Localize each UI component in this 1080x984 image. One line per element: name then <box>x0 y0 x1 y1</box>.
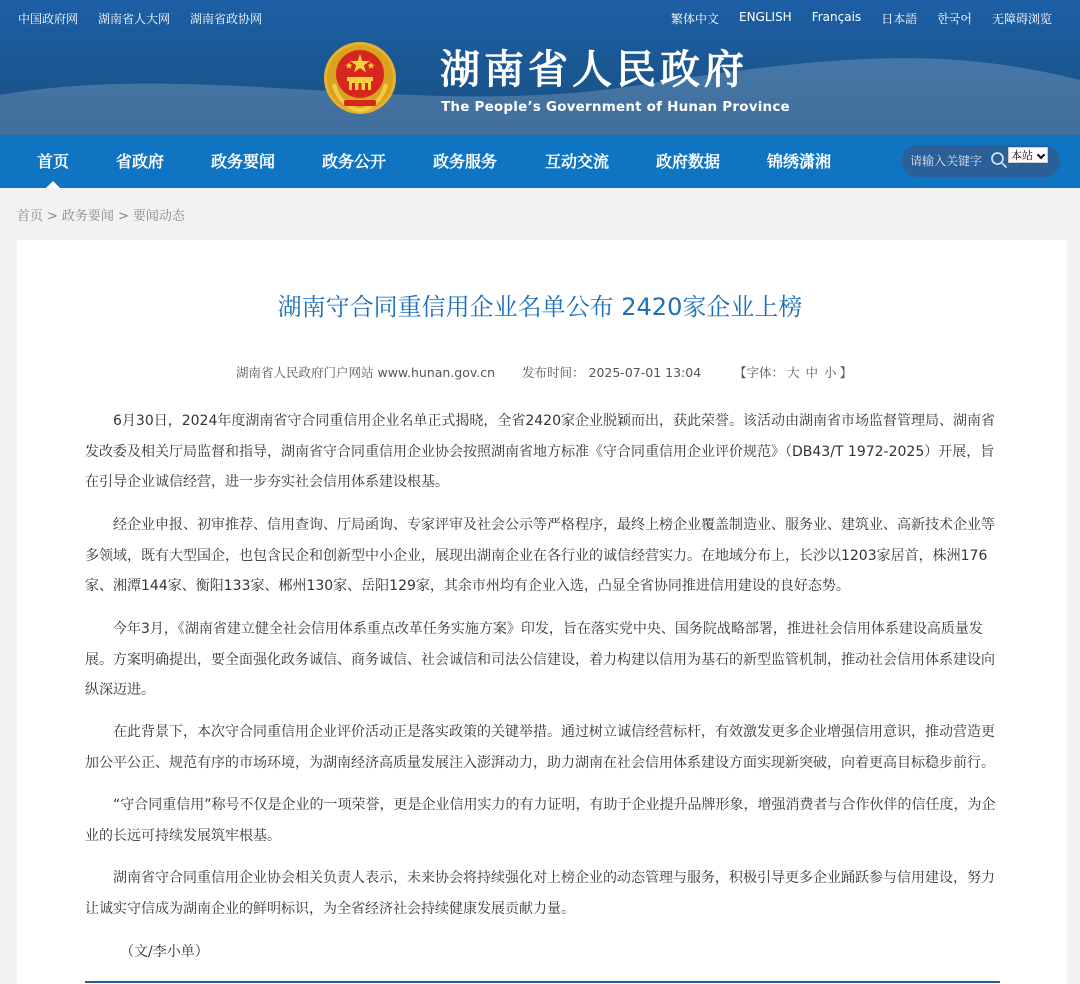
top-link-npc[interactable]: 湖南省人大网 <box>98 12 171 26</box>
national-emblem-icon[interactable] <box>322 40 398 116</box>
lang-korean[interactable]: 한국어 <box>937 12 972 26</box>
top-links <box>18 10 262 27</box>
search-scope-select[interactable] <box>1008 147 1048 163</box>
site-header <box>0 0 1080 135</box>
search-icon[interactable] <box>990 151 1008 169</box>
article-bottom-divider <box>85 981 1000 983</box>
lang-traditional-chinese[interactable]: 繁体中文 <box>670 12 719 26</box>
search-input[interactable] <box>910 151 998 171</box>
publish-label: 发布时间： <box>522 365 585 380</box>
accessibility-link[interactable]: 无障碍浏览 <box>991 12 1052 26</box>
article-author: （文/李小单） <box>120 944 209 960</box>
publish-time-value: 2025-07-01 13:04 <box>588 365 702 380</box>
article-paragraph: 今年3月，《湖南省建立健全社会信用体系重点改革任务实施方案》印发，旨在落实党中央、国务院战略部署，推进社会信用体系建设高质量发展。方案明确提出，要全面强化政务诚信、商务诚信、社会诚信和司法公信建设，着力构建以信用为基石的新型监管机制，推动社会信用体系建设向纵深迈进。 <box>85 621 995 698</box>
lang-japanese[interactable]: 日本語 <box>881 12 918 26</box>
article-publish-time <box>522 363 701 381</box>
breadcrumb-separator: > <box>117 209 129 224</box>
nav-item-gov-data[interactable]: 政府数据 <box>656 152 721 171</box>
top-link-gov[interactable]: 中国政府网 <box>18 12 79 26</box>
site-subtitle: The People’s Government of Hunan Province <box>441 99 790 115</box>
breadcrumb <box>17 205 185 224</box>
article-paragraph: “守合同重信用”称号不仅是企业的一项荣誉，更是企业信用实力的有力证明，有助于企业提升品牌形象，增强消费者与合作伙伴的信任度，为企业的长远可持续发展筑牢根基。 <box>85 797 996 844</box>
font-size-small[interactable]: 小 <box>824 365 837 380</box>
chevron-down-icon <box>1037 151 1045 159</box>
nav-item-gov-services[interactable]: 政务服务 <box>433 152 498 171</box>
font-size-large[interactable]: 大 <box>787 365 800 380</box>
breadcrumb-home[interactable]: 首页 <box>17 209 44 224</box>
nav-item-hunan-scenery[interactable]: 锦绣潇湘 <box>767 152 832 171</box>
article-paragraph: 6月30日，2024年度湖南省守合同重信用企业名单正式揭晓，全省2420家企业脱颖而出，获此荣誉。该活动由湖南省市场监督管理局、湖南省发改委及相关厅局监督和指导，湖南省守合同重信用企业协会按照湖南省地方标准《守合同重信用企业评价规范》（DB43/T 1972-2025）开展，旨在引导企业诚信经营，进一步夯实社会信用体系建设根基。 <box>85 413 995 490</box>
lang-french[interactable]: Français <box>811 10 862 24</box>
article-paragraph: 在此背景下，本次守合同重信用企业评价活动正是落实政策的关键举措。通过树立诚信经营标杆，有效激发更多企业增强信用意识，推动营造更加公平公正、规范有序的市场环境，为湖南经济高质量发展注入澎湃动力，助力湖南在社会信用体系建设方面实现新突破，向着更高目标稳步前行。 <box>85 724 995 771</box>
article-paragraph: 湖南省守合同重信用企业协会相关负责人表示，未来协会将持续强化对上榜企业的动态管理与服务，积极引导更多企业踊跃参与信用建设，努力让诚实守信成为湖南企业的鲜明标识，为全省经济社会持续健康发展贡献力量。 <box>85 870 995 917</box>
nav-item-interaction[interactable]: 互动交流 <box>545 152 610 171</box>
article-title: 湖南守合同重信用企业名单公布 2420家企业上榜 <box>277 293 803 321</box>
search-scope-value: 本站 <box>1011 149 1033 162</box>
top-link-cppcc[interactable]: 湖南省政协网 <box>190 12 263 26</box>
article-paragraph: 经企业申报、初审推荐、信用查询、厅局函询、专家评审及社会公示等严格程序，最终上榜企业覆盖制造业、服务业、建筑业、高新技术企业等多领域，既有大型国企，也包含民企和创新型中小企业，展现出湖南企业在各行业的诚信经营实力。在地域分布上，长沙以1203家居首，株洲176家、湘潭144家、衡阳133家、郴州130家、岳阳129家，其余市州均有企业入选，凸显全省协同推进信用建设的良好态势。 <box>85 517 995 594</box>
lang-english[interactable]: ENGLISH <box>738 10 792 24</box>
breadcrumb-news-updates[interactable]: 要闻动态 <box>132 209 185 224</box>
nav-item-provincial-gov[interactable]: 省政府 <box>116 152 165 171</box>
language-links <box>671 10 1052 27</box>
breadcrumb-separator: > <box>47 209 58 224</box>
nav-item-gov-news[interactable]: 政务要闻 <box>211 152 276 171</box>
nav-item-home[interactable]: 首页 <box>37 135 69 188</box>
article-source: 湖南省人民政府门户网站 www.hunan.gov.cn <box>236 365 496 380</box>
font-label-close: 】 <box>839 365 853 380</box>
font-size-medium[interactable]: 中 <box>805 365 819 380</box>
font-label: 【字体： <box>734 365 785 380</box>
nav-item-gov-affairs-open[interactable]: 政务公开 <box>322 152 387 171</box>
site-title: 湖南省人民政府 <box>440 47 748 93</box>
breadcrumb-gov-news[interactable]: 政务要闻 <box>61 209 114 224</box>
font-size-controls <box>734 363 852 381</box>
